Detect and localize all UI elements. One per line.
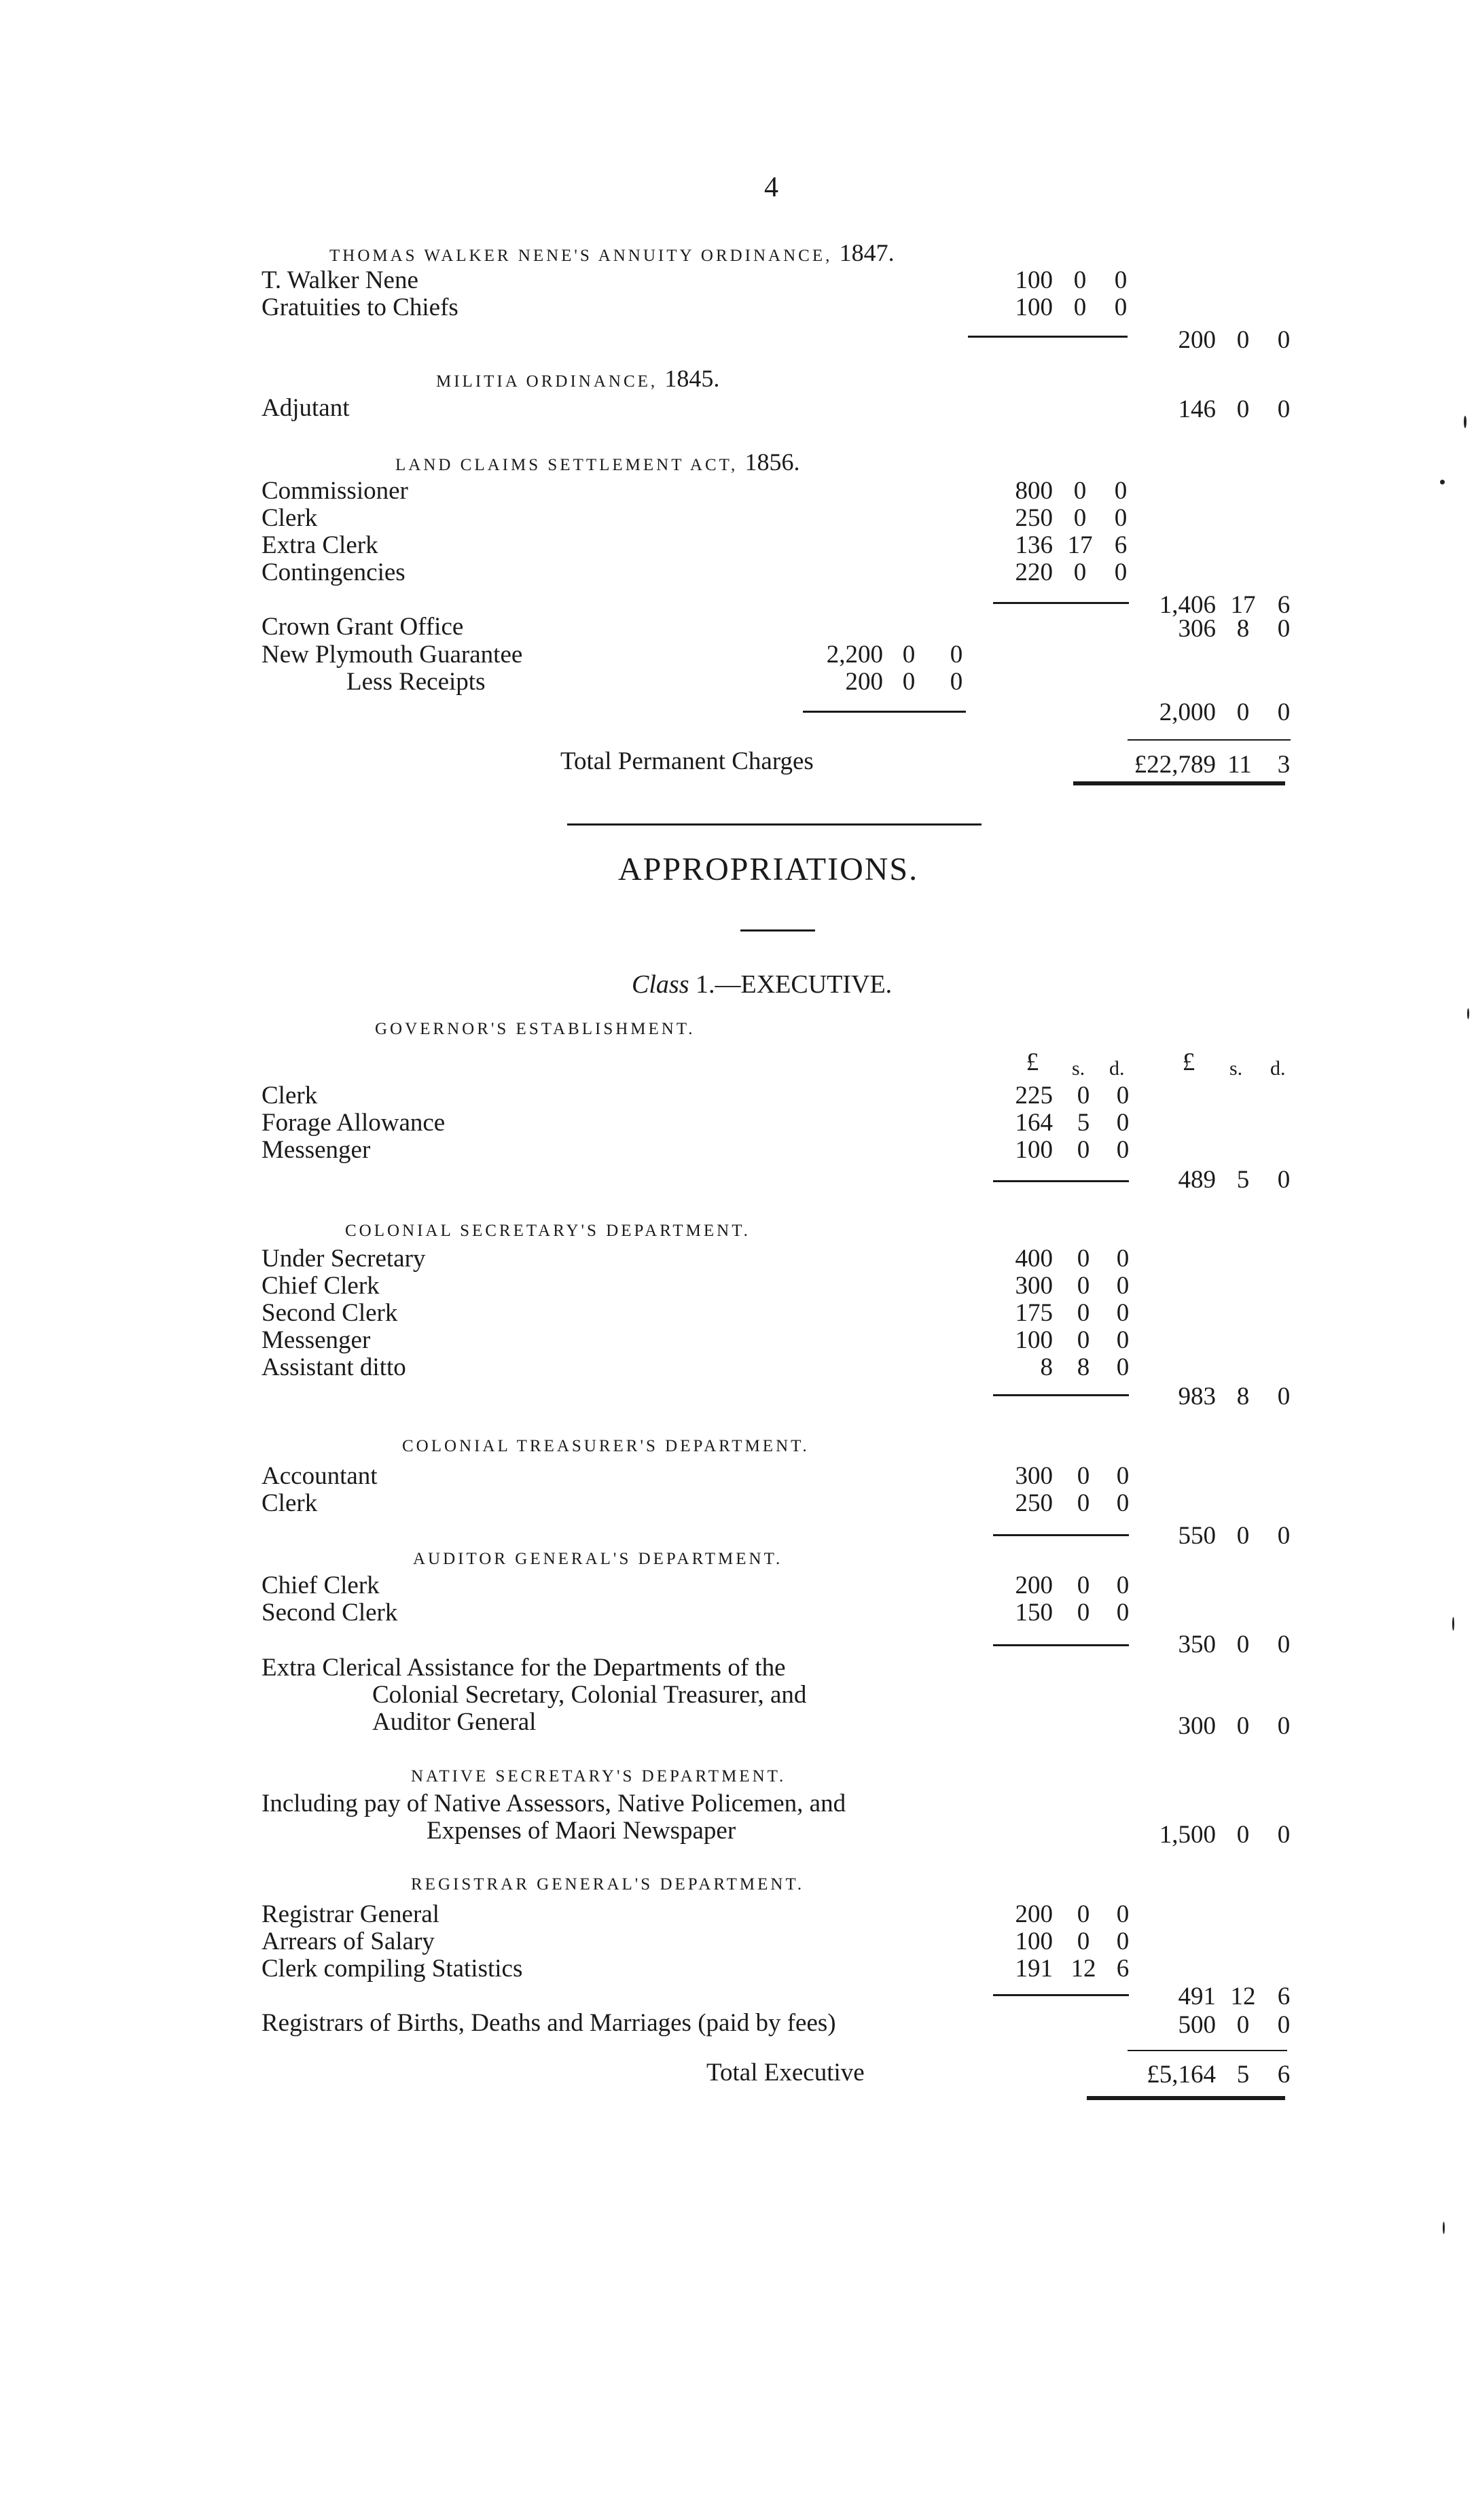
militia-label: Adjutant <box>262 394 350 422</box>
reg-l-1: 100 <box>1015 1928 1053 1955</box>
land-l-2: 136 <box>1015 531 1053 559</box>
registrar-heading: REGISTRAR GENERAL'S DEPARTMENT. <box>411 1875 805 1894</box>
land-label-0: Commissioner <box>262 477 408 505</box>
land-year: 1856. <box>744 448 800 476</box>
gov-total-d: 0 <box>1277 1166 1291 1194</box>
nene-d-0: 0 <box>1114 266 1128 294</box>
births-label: Registrars of Births, Deaths and Marriages (paid by fees) <box>262 2009 836 2037</box>
gov-s-2: 0 <box>1077 1136 1090 1164</box>
total-permanent-label: Total Permanent Charges <box>560 747 814 775</box>
scan-mark <box>1452 1617 1454 1631</box>
gov-total-l: 489 <box>1178 1166 1216 1194</box>
aud-d-1: 0 <box>1116 1599 1130 1627</box>
crown-label: Crown Grant Office <box>262 613 464 641</box>
nene-label-1: Gratuities to Chiefs <box>262 294 458 321</box>
colsec-d-0: 0 <box>1116 1245 1130 1273</box>
crown-s: 8 <box>1236 615 1250 643</box>
crown-d: 0 <box>1277 615 1291 643</box>
colsec-s-4: 8 <box>1077 1353 1090 1381</box>
land-total-l: 1,406 <box>1159 591 1216 619</box>
militia-heading-text: MILITIA ORDINANCE, <box>436 372 658 391</box>
gov-label-0: Clerk <box>262 1082 318 1110</box>
reg-l-0: 200 <box>1015 1900 1053 1928</box>
aud-s-1: 0 <box>1077 1599 1090 1627</box>
native-s: 0 <box>1236 1821 1250 1849</box>
reg-subtotal-rule <box>993 1994 1129 1996</box>
colsec-total-l: 983 <box>1178 1383 1216 1410</box>
gov-d-1: 0 <box>1116 1109 1130 1137</box>
treas-total-d: 0 <box>1277 1522 1291 1550</box>
reg-total-l: 491 <box>1178 1983 1216 2010</box>
births-s: 0 <box>1236 2011 1250 2039</box>
aud-l-1: 150 <box>1015 1599 1053 1627</box>
col-header-l-2: £ <box>1182 1048 1195 1076</box>
reg-s-2: 12 <box>1070 1955 1096 1983</box>
total-permanent-s: 11 <box>1227 751 1252 779</box>
colsec-s-2: 0 <box>1077 1299 1090 1327</box>
nene-s-1: 0 <box>1073 294 1087 321</box>
native-line2: Expenses of Maori Newspaper <box>427 1817 736 1845</box>
treas-total-l: 550 <box>1178 1522 1216 1550</box>
extra-line2: Colonial Secretary, Colonial Treasurer, and <box>372 1681 807 1709</box>
plymouth-label: New Plymouth Guarantee <box>262 641 523 669</box>
plymouth-rule <box>803 711 966 713</box>
colsec-d-4: 0 <box>1116 1353 1130 1381</box>
land-label-3: Contingencies <box>262 558 406 586</box>
gov-s-0: 0 <box>1077 1082 1090 1110</box>
nene-label-0: T. Walker Nene <box>262 266 418 294</box>
section-divider <box>567 823 982 826</box>
colsec-subtotal-rule <box>993 1394 1129 1396</box>
class-title <box>632 970 892 999</box>
nene-heading <box>329 241 895 268</box>
reg-s-1: 0 <box>1077 1928 1090 1955</box>
militia-heading <box>436 367 719 393</box>
col-header-s-2: s. <box>1229 1057 1243 1080</box>
colsec-l-3: 100 <box>1015 1326 1053 1354</box>
treas-subtotal-rule <box>993 1534 1129 1536</box>
nene-s-0: 0 <box>1073 266 1087 294</box>
appropriations-title: APPROPRIATIONS. <box>618 851 919 887</box>
scan-mark <box>1464 416 1466 428</box>
plymouth-less-label: Less Receipts <box>346 668 486 696</box>
col-header-l-1: £ <box>1026 1048 1039 1076</box>
reg-d-1: 0 <box>1116 1928 1130 1955</box>
plymouth-less-d: 0 <box>950 668 963 696</box>
reg-d-0: 0 <box>1116 1900 1130 1928</box>
land-heading <box>395 450 800 477</box>
auditor-heading: AUDITOR GENERAL'S DEPARTMENT. <box>413 1550 783 1568</box>
treas-total-s: 0 <box>1236 1522 1250 1550</box>
extra-line1: Extra Clerical Assistance for the Departments of the <box>262 1654 786 1682</box>
nene-d-1: 0 <box>1114 294 1128 321</box>
colsec-total-d: 0 <box>1277 1383 1291 1410</box>
land-l-0: 800 <box>1015 477 1053 505</box>
land-label-2: Extra Clerk <box>262 531 378 559</box>
total-executive-label: Total Executive <box>706 2059 865 2087</box>
scan-mark <box>1440 480 1445 484</box>
land-l-1: 250 <box>1015 504 1053 532</box>
total-executive-s: 5 <box>1236 2061 1250 2089</box>
nene-l-0: 100 <box>1015 266 1053 294</box>
colsec-label-2: Second Clerk <box>262 1299 398 1327</box>
gov-l-1: 164 <box>1015 1109 1053 1137</box>
colsec-total-s: 8 <box>1236 1383 1250 1410</box>
colsec-s-1: 0 <box>1077 1272 1090 1300</box>
plymouth-less-s: 0 <box>902 668 916 696</box>
militia-d: 0 <box>1277 395 1291 423</box>
land-d-1: 0 <box>1114 504 1128 532</box>
native-l: 1,500 <box>1159 1821 1216 1849</box>
treas-s-0: 0 <box>1077 1462 1090 1490</box>
colsec-d-1: 0 <box>1116 1272 1130 1300</box>
colsec-d-2: 0 <box>1116 1299 1130 1327</box>
land-subtotal-rule <box>993 602 1129 604</box>
gov-l-0: 225 <box>1015 1082 1053 1110</box>
colsec-label-3: Messenger <box>262 1326 371 1354</box>
militia-year: 1845. <box>664 365 720 392</box>
land-heading-text: LAND CLAIMS SETTLEMENT ACT, <box>395 456 738 474</box>
native-heading: NATIVE SECRETARY'S DEPARTMENT. <box>411 1767 787 1786</box>
nene-subtotal-rule <box>968 336 1128 338</box>
treas-s-1: 0 <box>1077 1489 1090 1517</box>
gov-d-2: 0 <box>1116 1136 1130 1164</box>
native-line1: Including pay of Native Assessors, Native Policemen, and <box>262 1790 846 1817</box>
reg-d-2: 6 <box>1116 1955 1130 1983</box>
land-s-0: 0 <box>1073 477 1087 505</box>
col-header-d-1: d. <box>1109 1057 1125 1080</box>
nene-total-s: 0 <box>1236 326 1250 354</box>
aud-subtotal-rule <box>993 1644 1129 1646</box>
plymouth-l: 2,200 <box>826 641 883 669</box>
colsec-label-1: Chief Clerk <box>262 1272 380 1300</box>
plymouth-s: 0 <box>902 641 916 669</box>
treas-l-0: 300 <box>1015 1462 1053 1490</box>
page-number: 4 <box>764 172 778 203</box>
nene-year: 1847. <box>839 239 895 266</box>
land-d-2: 6 <box>1114 531 1128 559</box>
class-title-italic: Class <box>632 970 689 999</box>
total-permanent-d: 3 <box>1277 751 1291 779</box>
treas-label-1: Clerk <box>262 1489 318 1517</box>
nene-heading-text: THOMAS WALKER NENE'S ANNUITY ORDINANCE, <box>329 247 833 265</box>
extra-l: 300 <box>1178 1712 1216 1740</box>
total-executive-d: 6 <box>1277 2061 1291 2089</box>
crown-l: 306 <box>1178 615 1216 643</box>
land-d-0: 0 <box>1114 477 1128 505</box>
total-perm-top-rule <box>1128 739 1291 741</box>
colsec-l-4: 8 <box>1040 1353 1053 1381</box>
extra-s: 0 <box>1236 1712 1250 1740</box>
plymouth-net-l: 2,000 <box>1159 698 1216 726</box>
gov-label-2: Messenger <box>262 1136 371 1164</box>
col-header-d-2: d. <box>1270 1057 1286 1080</box>
aud-s-0: 0 <box>1077 1572 1090 1599</box>
plymouth-net-d: 0 <box>1277 698 1291 726</box>
militia-s: 0 <box>1236 395 1250 423</box>
governor-heading: GOVERNOR'S ESTABLISHMENT. <box>375 1020 696 1038</box>
colsec-label-4: Assistant ditto <box>262 1353 406 1381</box>
treas-d-1: 0 <box>1116 1489 1130 1517</box>
colsec-label-0: Under Secretary <box>262 1245 426 1273</box>
colsec-d-3: 0 <box>1116 1326 1130 1354</box>
births-d: 0 <box>1277 2011 1291 2039</box>
land-total-d: 6 <box>1277 591 1291 619</box>
reg-total-d: 6 <box>1277 1983 1291 2010</box>
aud-d-0: 0 <box>1116 1572 1130 1599</box>
gov-label-1: Forage Allowance <box>262 1109 446 1137</box>
treas-d-0: 0 <box>1116 1462 1130 1490</box>
colsec-s-0: 0 <box>1077 1245 1090 1273</box>
plymouth-net-s: 0 <box>1236 698 1250 726</box>
total-executive-double-rule <box>1087 2096 1285 2100</box>
nene-l-1: 100 <box>1015 294 1053 321</box>
aud-total-l: 350 <box>1178 1631 1216 1658</box>
plymouth-less-l: 200 <box>845 668 883 696</box>
gov-s-1: 5 <box>1077 1109 1090 1137</box>
land-s-1: 0 <box>1073 504 1087 532</box>
colsec-l-1: 300 <box>1015 1272 1053 1300</box>
total-exec-top-rule <box>1128 2050 1287 2051</box>
total-executive-l: £5,164 <box>1147 2061 1216 2089</box>
nene-total-d: 0 <box>1277 326 1291 354</box>
treasurer-heading: COLONIAL TREASURER'S DEPARTMENT. <box>402 1437 810 1455</box>
col-header-s-1: s. <box>1072 1057 1085 1080</box>
land-s-2: 17 <box>1067 531 1093 559</box>
gov-d-0: 0 <box>1116 1082 1130 1110</box>
aud-total-s: 0 <box>1236 1631 1250 1658</box>
nene-total-l: 200 <box>1178 326 1216 354</box>
native-d: 0 <box>1277 1821 1291 1849</box>
colsec-heading: COLONIAL SECRETARY'S DEPARTMENT. <box>345 1222 751 1240</box>
colsec-s-3: 0 <box>1077 1326 1090 1354</box>
militia-l: 146 <box>1178 395 1216 423</box>
reg-l-2: 191 <box>1015 1955 1053 1983</box>
plymouth-d: 0 <box>950 641 963 669</box>
aud-label-1: Second Clerk <box>262 1599 398 1627</box>
land-label-1: Clerk <box>262 504 318 532</box>
appropriations-underline <box>740 929 815 931</box>
treas-label-0: Accountant <box>262 1462 378 1490</box>
aud-l-0: 200 <box>1015 1572 1053 1599</box>
total-permanent-double-rule <box>1073 781 1285 785</box>
reg-label-0: Registrar General <box>262 1900 439 1928</box>
extra-line3: Auditor General <box>372 1708 537 1736</box>
gov-subtotal-rule <box>993 1180 1129 1182</box>
land-d-3: 0 <box>1114 558 1128 586</box>
aud-label-0: Chief Clerk <box>262 1572 380 1599</box>
gov-total-s: 5 <box>1236 1166 1250 1194</box>
reg-label-1: Arrears of Salary <box>262 1928 435 1955</box>
colsec-l-2: 175 <box>1015 1299 1053 1327</box>
land-l-3: 220 <box>1015 558 1053 586</box>
reg-total-s: 12 <box>1230 1983 1256 2010</box>
aud-total-d: 0 <box>1277 1631 1291 1658</box>
scan-mark <box>1443 2222 1445 2234</box>
births-l: 500 <box>1178 2011 1216 2039</box>
gov-l-2: 100 <box>1015 1136 1053 1164</box>
extra-d: 0 <box>1277 1712 1291 1740</box>
total-permanent-l: £22,789 <box>1134 751 1216 779</box>
scan-mark <box>1467 1008 1469 1019</box>
land-total-s: 17 <box>1230 591 1256 619</box>
reg-s-0: 0 <box>1077 1900 1090 1928</box>
reg-label-2: Clerk compiling Statistics <box>262 1955 523 1983</box>
land-s-3: 0 <box>1073 558 1087 586</box>
treas-l-1: 250 <box>1015 1489 1053 1517</box>
colsec-l-0: 400 <box>1015 1245 1053 1273</box>
class-title-rest: 1.—EXECUTIVE. <box>695 970 893 999</box>
